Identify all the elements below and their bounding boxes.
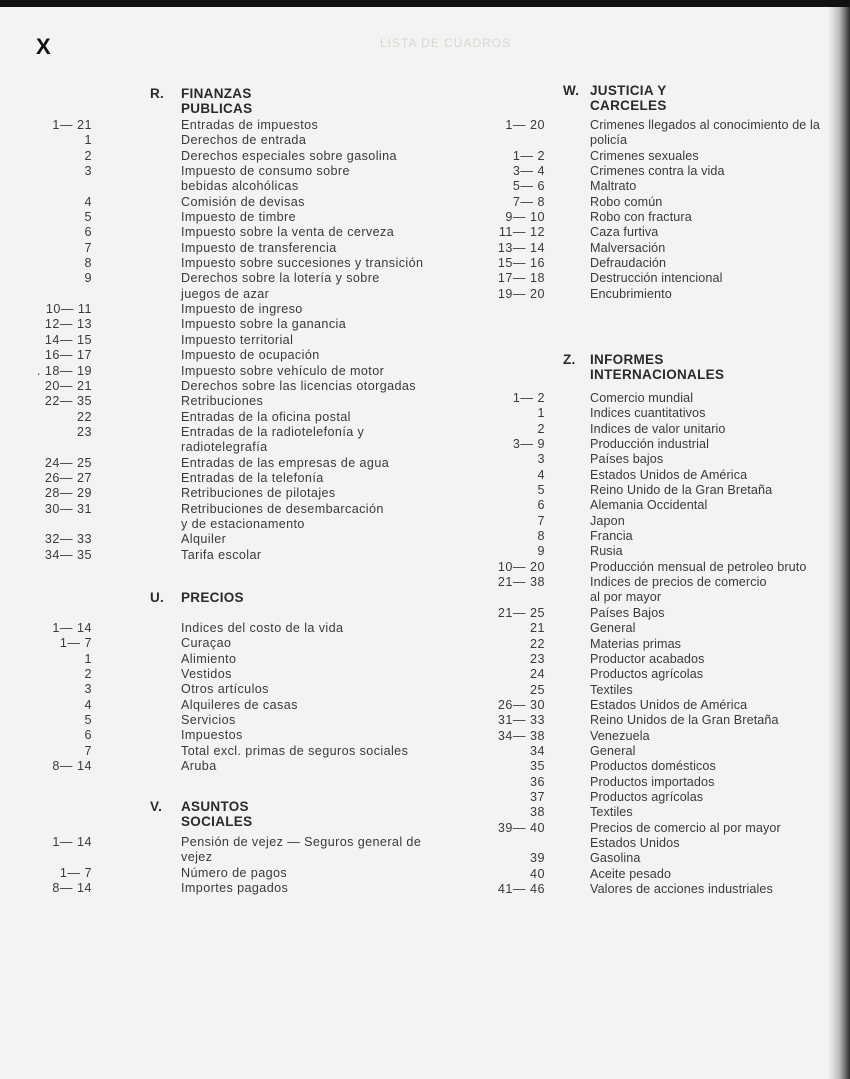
table-title: Reino Unido de la Gran Bretaña (590, 483, 773, 498)
table-title: Derechos especiales sobre gasolina (181, 148, 397, 163)
table-number-range: 1— 7 (59, 636, 92, 651)
table-title: Productos agrícolas (590, 789, 704, 804)
section-letter: Z. (563, 352, 576, 367)
table-title: Impuesto de consumo sobre (181, 164, 350, 179)
table-number-range: 4 (537, 467, 545, 482)
table-title: Derechos sobre las licencias otorgadas (181, 378, 417, 393)
table-number-range: 10— 20 (497, 559, 545, 574)
table-number-range: 31— 33 (497, 713, 545, 728)
table-title: Indices del costo de la vida (181, 621, 344, 635)
table-title: Producción industrial (590, 437, 710, 452)
table-number-range: 38 (529, 805, 545, 820)
table-title: Comercio mundial (590, 391, 694, 405)
table-title: Importes pagados (181, 881, 289, 896)
table-number-range: 5 (84, 210, 92, 225)
table-number-range: 15— 16 (497, 256, 545, 271)
table-title: vejez (181, 850, 213, 865)
table-number-range: 21 (529, 621, 545, 636)
table-title: Impuesto de transferencia (181, 240, 337, 255)
table-title: Número de pagos (181, 865, 288, 880)
table-number-range: 21— 25 (497, 605, 545, 620)
table-number-range: 9 (537, 544, 545, 559)
table-title: Servicios (181, 713, 236, 728)
table-title: Maltrato (590, 179, 637, 194)
table-title: Impuestos (181, 728, 243, 743)
table-title: Indices de valor unitario (590, 421, 726, 436)
table-title: Pensión de vejez — Seguros general de (181, 835, 422, 849)
table-title: Estados Unidos de América (590, 697, 748, 712)
table-title: Crimenes contra la vida (590, 164, 725, 179)
table-number-range: 3 (84, 682, 92, 697)
table-number-range: 8— 14 (52, 881, 92, 896)
table-title: Gasolina (590, 851, 641, 866)
table-title: Impuesto de timbre (181, 210, 296, 225)
table-title: Robo con fractura (590, 210, 692, 225)
table-number-range: 21— 38 (497, 575, 545, 590)
table-number-range: 1— 20 (505, 118, 545, 132)
table-number-range: 8— 14 (52, 759, 92, 774)
table-number-range: 35 (529, 759, 545, 774)
table-title: Productor acabados (590, 651, 705, 666)
table-title: Indices de precios de comercio (590, 575, 767, 590)
table-number-range: 6 (537, 498, 545, 513)
table-title: Tarifa escolar (181, 547, 262, 562)
table-number-range: 1 (84, 651, 92, 666)
table-number-range: 4 (84, 194, 92, 209)
table-number-range: 1 (537, 406, 545, 421)
section-letter: U. (150, 590, 165, 605)
table-number-range: 5 (537, 483, 545, 498)
table-number-range: 2 (537, 421, 545, 436)
table-number-range: 22 (76, 409, 92, 424)
table-number-range: 1— 2 (512, 148, 545, 163)
section-title: PRECIOS (181, 590, 244, 605)
table-number-range: 36 (529, 774, 545, 789)
table-number-range: 12— 13 (44, 317, 92, 332)
table-title: Retribuciones de pilotajes (181, 486, 336, 501)
table-title: Derechos sobre la lotería y sobre (181, 271, 380, 286)
table-title: Reino Unidos de la Gran Bretaña (590, 713, 779, 728)
table-number-range: 1— 14 (52, 835, 92, 849)
table-title: Producción mensual de petroleo bruto (590, 559, 807, 574)
section-letter: R. (150, 86, 165, 101)
table-title: Derechos de entrada (181, 133, 307, 148)
table-number-range: 23 (529, 651, 545, 666)
table-number-range: 3 (537, 452, 545, 467)
table-number-range: . 18— 19 (36, 363, 92, 378)
table-title: radiotelegrafía (181, 440, 268, 455)
table-title: bebidas alcohólicas (181, 179, 299, 194)
table-title: Entradas de impuestos (181, 118, 319, 132)
table-number-range: 3— 9 (512, 437, 545, 452)
table-number-range: 7 (84, 240, 92, 255)
table-title: Otros artículos (181, 682, 269, 697)
table-title: Textiles (590, 805, 633, 820)
table-title: Defraudación (590, 256, 667, 271)
table-number-range: 4 (84, 697, 92, 712)
table-title: Total excl. primas de seguros sociales (181, 743, 409, 758)
table-number-range: 14— 15 (44, 332, 92, 347)
table-title: Robo común (590, 194, 663, 209)
table-number-range: 30— 31 (44, 501, 92, 516)
table-title: policía (590, 133, 628, 148)
table-number-range: 16— 17 (44, 348, 92, 363)
table-title: Aruba (181, 759, 217, 774)
table-title: Países Bajos (590, 605, 665, 620)
table-title: Vestidos (181, 667, 232, 682)
table-title: Estados Unidos de América (590, 467, 748, 482)
section-letter: V. (150, 799, 163, 814)
table-number-range: 13— 14 (497, 240, 545, 255)
table-title: Productos importados (590, 774, 715, 789)
table-number-range: 1— 2 (512, 391, 545, 405)
running-header-bleedthrough: LISTA DE CUADROS (380, 36, 512, 50)
table-number-range: 5— 6 (512, 179, 545, 194)
table-number-range: 7 (537, 513, 545, 528)
table-title: Impuesto de ocupación (181, 348, 320, 363)
scan-top-edge (0, 0, 850, 7)
table-title: Impuesto sobre vehículo de motor (181, 363, 385, 378)
table-number-range: 26— 27 (44, 470, 92, 485)
table-number-range: 9— 10 (505, 210, 545, 225)
table-number-range: 3 (84, 164, 92, 179)
table-title: Valores de acciones industriales (590, 882, 773, 896)
table-title: Rusia (590, 544, 623, 559)
table-title: Indices cuantitativos (590, 406, 706, 421)
table-number-range: 41— 46 (497, 882, 545, 896)
table-number-range: 11— 12 (498, 225, 545, 240)
table-title: Estados Unidos (590, 835, 680, 850)
table-title: Impuesto sobre la ganancia (181, 317, 347, 332)
table-number-range: 6 (84, 728, 92, 743)
section-title: INFORMES INTERNACIONALES (590, 352, 725, 382)
table-number-range: 22— 35 (44, 394, 92, 409)
table-number-range: 7 (84, 743, 92, 758)
table-number-range: 9 (84, 271, 92, 286)
table-title: Malversación (590, 240, 666, 255)
table-title: Precios de comercio al por mayor (590, 820, 781, 835)
table-number-range: 3— 4 (512, 164, 545, 179)
table-title: y de estacionamento (181, 516, 305, 531)
table-title: Venezuela (590, 728, 650, 743)
table-number-range: 8 (537, 529, 545, 544)
table-title: Crimenes llegados al conocimiento de la (590, 118, 821, 132)
table-number-range: 1— 14 (52, 621, 92, 635)
table-title: Retribuciones (181, 394, 264, 409)
table-title: General (590, 621, 636, 636)
table-title: General (590, 743, 636, 758)
table-title: al por mayor (590, 590, 662, 605)
section-title: JUSTICIA Y CARCELES (590, 83, 667, 113)
table-title: Entradas de la oficina postal (181, 409, 351, 424)
table-number-range: 17— 18 (497, 271, 545, 286)
table-title: Retribuciones de desembarcación (181, 501, 384, 516)
table-title: Alemania Occidental (590, 498, 708, 513)
table-number-range: 2 (84, 667, 92, 682)
table-title: Encubrimiento (590, 286, 672, 301)
table-number-range: 32— 33 (44, 532, 92, 547)
table-number-range: 6 (84, 225, 92, 240)
table-title: Alquiler (181, 532, 227, 547)
table-number-range: 1 (84, 133, 92, 148)
table-number-range: 25 (529, 682, 545, 697)
table-title: Japon (590, 513, 625, 528)
table-number-range: 34— 38 (497, 728, 545, 743)
section-letter: W. (563, 83, 580, 98)
table-number-range: 5 (84, 713, 92, 728)
table-number-range: 24— 25 (44, 455, 92, 470)
table-number-range: 24 (529, 667, 545, 682)
table-number-range: 40 (529, 866, 545, 881)
table-number-range: 7— 8 (512, 194, 545, 209)
table-number-range: 37 (529, 789, 545, 804)
table-title: Materias primas (590, 636, 682, 651)
table-number-range: 1— 7 (59, 865, 92, 880)
table-title: Entradas de las empresas de agua (181, 455, 390, 470)
table-number-range: 2 (84, 148, 92, 163)
table-number-range: 34— 35 (44, 547, 92, 562)
table-title: Impuesto sobre succesiones y transición (181, 256, 424, 271)
table-title: Aceite pesado (590, 866, 672, 881)
table-number-range: 39 (529, 851, 545, 866)
table-number-range: 1— 21 (52, 118, 92, 132)
table-number-range: 23 (76, 424, 92, 439)
table-title: Productos domésticos (590, 759, 716, 774)
table-title: juegos de azar (181, 286, 270, 301)
table-title: Entradas de la radiotelefonía y (181, 424, 365, 439)
table-number-range: 26— 30 (497, 697, 545, 712)
table-title: Francia (590, 529, 633, 544)
table-title: Destrucción intencional (590, 271, 723, 286)
table-title: Impuesto territorial (181, 332, 294, 347)
table-title: Curaçao (181, 636, 232, 651)
table-title: Comisión de devisas (181, 194, 305, 209)
table-number-range: 10— 11 (45, 302, 92, 317)
table-title: Impuesto de ingreso (181, 302, 303, 317)
table-number-range: 20— 21 (44, 378, 92, 393)
table-number-range: 34 (529, 743, 545, 758)
table-title: Textiles (590, 682, 633, 697)
table-number-range: 39— 40 (497, 820, 545, 835)
book-gutter-shadow (828, 0, 850, 1079)
table-number-range: 22 (529, 636, 545, 651)
table-title: Caza furtiva (590, 225, 659, 240)
table-title: Productos agrícolas (590, 667, 704, 682)
table-title: Entradas de la telefonía (181, 470, 324, 485)
section-title: ASUNTOS SOCIALES (181, 799, 253, 829)
table-title: Impuesto sobre la venta de cerveza (181, 225, 395, 240)
table-title: Crimenes sexuales (590, 148, 699, 163)
table-number-range: 19— 20 (497, 286, 545, 301)
table-title: Países bajos (590, 452, 664, 467)
section-title: FINANZAS PUBLICAS (181, 86, 253, 116)
table-title: Alquileres de casas (181, 697, 298, 712)
table-title: Alimiento (181, 651, 237, 666)
table-number-range: 28— 29 (44, 486, 92, 501)
page-number: X (36, 34, 51, 59)
table-number-range: 8 (84, 256, 92, 271)
